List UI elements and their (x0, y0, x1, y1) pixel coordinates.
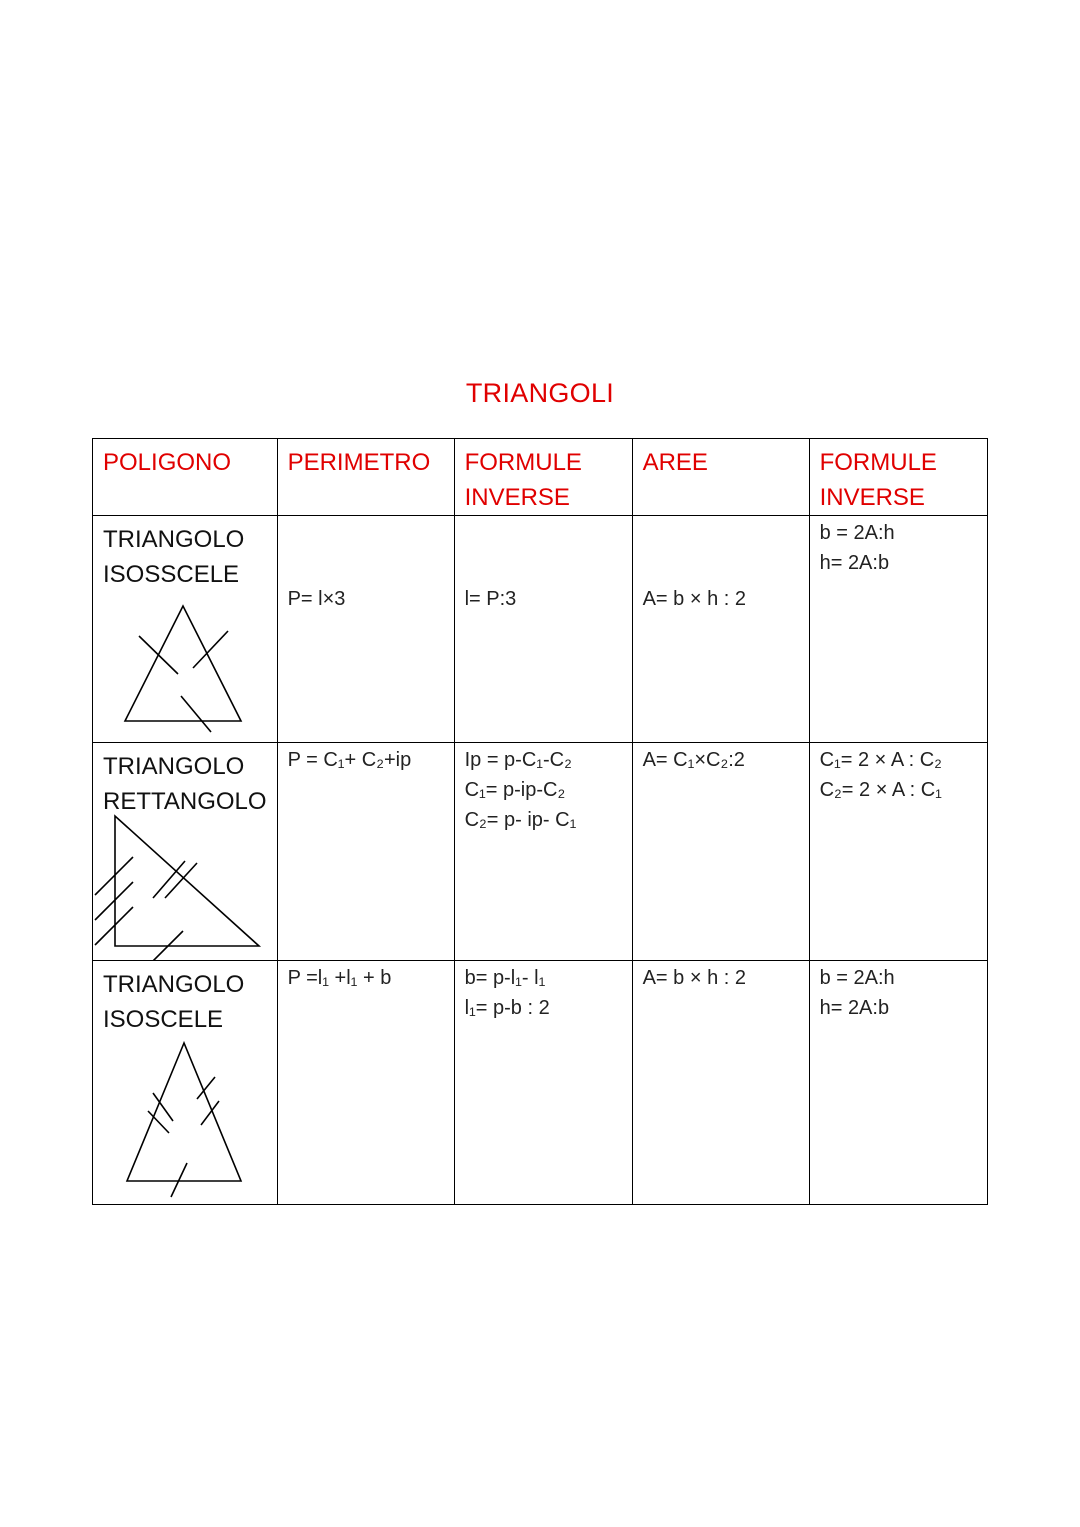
perimeter-cell (277, 516, 454, 743)
inverse-area-formula: C₁= 2 × A : C₂ (819, 749, 942, 771)
inverse-area-formula: C₂= 2 × A : C₁ (819, 779, 942, 801)
inverse-area-formula: b = 2A:h (819, 967, 895, 989)
perimeter-formula: P = C₁+ C₂+ip (287, 749, 412, 771)
inverse-perimeter-formula: Ip = p-C₁-C₂ (464, 749, 572, 771)
page-title: TRIANGOLI (465, 378, 615, 408)
table-header-row (93, 439, 988, 516)
header-formule-inverse-aree: FORMULE INVERSE (809, 439, 987, 516)
inverse-area-formula: h= 2A:b (819, 552, 890, 574)
isosceles-triangle-drawing-icon (93, 1039, 273, 1199)
area-cell (632, 961, 809, 1205)
inverse-area-cell (809, 516, 987, 743)
header-aree: AREE (632, 439, 809, 516)
perimeter-formula: P =l₁ +l₁ + b (287, 967, 392, 989)
header-formule-inverse-perimetro: FORMULE INVERSE (454, 439, 632, 516)
inverse-perimeter-cell (454, 743, 632, 961)
area-cell (632, 516, 809, 743)
header-poligono: POLIGONO (93, 439, 278, 516)
polygon-cell (93, 743, 278, 961)
formula-table (92, 438, 988, 1205)
inverse-area-cell (809, 961, 987, 1205)
inverse-perimeter-formula: C₁= p-ip-C₂ (464, 779, 566, 801)
table-row (93, 961, 988, 1205)
area-formula: A= C₁×C₂:2 (642, 749, 745, 771)
polygon-cell (93, 516, 278, 743)
polygon-name-line2: ISOSSCELE (103, 561, 240, 588)
table-row (93, 516, 988, 743)
inverse-perimeter-formula: b= p-l₁- l₁ (464, 967, 546, 989)
inverse-perimeter-cell (454, 961, 632, 1205)
inverse-perimeter-formula: l= P:3 (464, 588, 517, 610)
perimeter-formula: P= l×3 (287, 588, 346, 610)
inverse-perimeter-formula: l₁= p-b : 2 (464, 997, 550, 1019)
inverse-area-formula: b = 2A:h (819, 522, 895, 544)
inverse-perimeter-formula: C₂= p- ip- C₁ (464, 809, 577, 831)
polygon-name-line2: RETTANGOLO (103, 788, 267, 815)
header-perimetro: PERIMETRO (277, 439, 454, 516)
polygon-name-line1: TRIANGOLO (103, 526, 245, 553)
inverse-area-cell (809, 743, 987, 961)
perimeter-cell (277, 961, 454, 1205)
polygon-name-line1: TRIANGOLO (103, 971, 245, 998)
polygon-name-line2: ISOSCELE (103, 1006, 224, 1033)
table-row (93, 743, 988, 961)
area-formula: A= b × h : 2 (642, 588, 746, 610)
polygon-cell (93, 961, 278, 1205)
isosceles-triangle-drawing-icon (93, 596, 273, 736)
area-formula: A= b × h : 2 (642, 967, 746, 989)
right-triangle-drawing-icon (93, 813, 276, 961)
polygon-name-line1: TRIANGOLO (103, 753, 245, 780)
perimeter-cell (277, 743, 454, 961)
inverse-perimeter-cell (454, 516, 632, 743)
area-cell (632, 743, 809, 961)
inverse-area-formula: h= 2A:b (819, 997, 890, 1019)
